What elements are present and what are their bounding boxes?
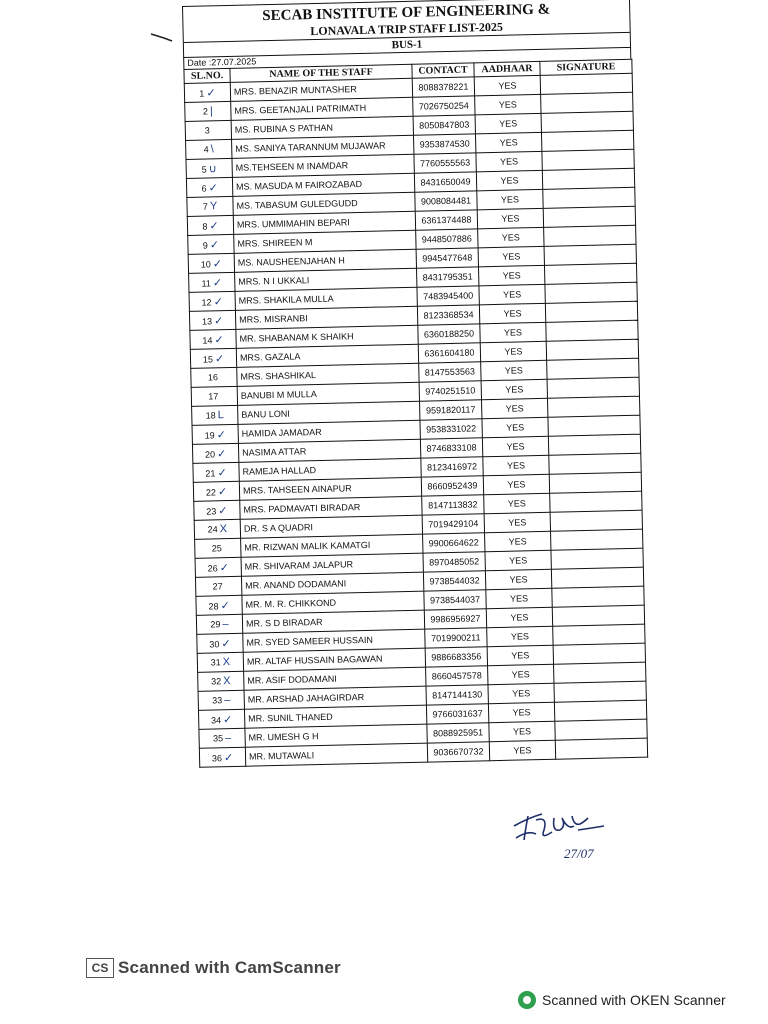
contact-number: 9900664622 bbox=[423, 533, 485, 553]
sl-number: 35 bbox=[212, 733, 224, 744]
aadhaar-status: YES bbox=[487, 626, 553, 646]
signature-date: 27/07 bbox=[564, 846, 594, 861]
attendance-tick-mark: ✓ bbox=[223, 751, 234, 764]
row-sl-number bbox=[189, 310, 235, 330]
sl-number: 20 bbox=[204, 448, 216, 460]
row-sl-number bbox=[196, 614, 242, 634]
signature-cell bbox=[547, 377, 639, 398]
staff-name: MRS. SHAKILA MULLA bbox=[235, 287, 417, 310]
signature-cell bbox=[555, 719, 647, 740]
attendance-tick-mark: ✓ bbox=[219, 561, 229, 574]
signature-cell bbox=[551, 529, 643, 550]
institute-name: SECAB INSTITUTE OF ENGINEERING & bbox=[262, 1, 551, 25]
aadhaar-status: YES bbox=[477, 189, 543, 209]
aadhaar-status: YES bbox=[488, 664, 554, 684]
contact-number: 8746833108 bbox=[420, 438, 482, 458]
sl-number: 34 bbox=[210, 714, 222, 726]
sl-number: 18 bbox=[205, 410, 216, 421]
col-sl-header: SL.NO. bbox=[184, 68, 230, 83]
staff-name: MRS. MISRANBI bbox=[235, 306, 417, 329]
attendance-tick-mark: ✓ bbox=[212, 276, 223, 289]
contact-number: 9738544032 bbox=[423, 571, 485, 591]
camscanner-logo-icon: CS bbox=[86, 958, 114, 978]
signature-cell bbox=[549, 453, 641, 474]
row-sl-number bbox=[196, 595, 242, 615]
row-sl-number bbox=[191, 386, 237, 406]
sl-number: 33 bbox=[212, 695, 223, 706]
staff-name: BANU LONI bbox=[238, 401, 420, 424]
aadhaar-status: YES bbox=[488, 702, 554, 722]
signature-cell bbox=[551, 548, 643, 569]
contact-number: 9538331022 bbox=[420, 419, 482, 439]
row-sl-number bbox=[194, 519, 240, 539]
attendance-tick-mark: ✓ bbox=[212, 257, 223, 270]
attendance-tick-mark: ✓ bbox=[206, 86, 216, 99]
oken-watermark bbox=[518, 991, 726, 1009]
sl-number: 24 bbox=[207, 524, 218, 535]
contact-number: 7483945400 bbox=[417, 286, 479, 306]
signature-cell bbox=[544, 244, 636, 265]
sl-number: 10 bbox=[200, 258, 211, 270]
signature-cell bbox=[543, 187, 635, 208]
attendance-tick-mark: ✓ bbox=[209, 219, 219, 232]
row-sl-number bbox=[198, 671, 244, 691]
attendance-tick-mark: ✓ bbox=[209, 238, 220, 251]
row-sl-number bbox=[188, 234, 234, 254]
signature-cell bbox=[550, 510, 642, 531]
staff-name: MR. SHABANAM K SHAIKH bbox=[236, 325, 418, 348]
attendance-tick-mark: ✓ bbox=[213, 314, 224, 327]
attendance-tick-mark: ✓ bbox=[221, 637, 231, 650]
col-contact-header: CONTACT bbox=[412, 63, 474, 78]
staff-name: BANUBI M MULLA bbox=[237, 382, 419, 405]
signature-cell bbox=[544, 225, 636, 246]
sl-number: 30 bbox=[209, 638, 220, 650]
staff-name: MR. M. R. CHIKKOND bbox=[242, 591, 424, 614]
sl-number: 26 bbox=[207, 562, 218, 574]
aadhaar-status: YES bbox=[482, 398, 548, 418]
signature-cell bbox=[553, 624, 645, 645]
attendance-tick-mark: ✓ bbox=[216, 428, 226, 441]
signature-cell bbox=[547, 396, 639, 417]
row-sl-number bbox=[187, 215, 233, 235]
col-name-header: NAME OF THE STAFF bbox=[230, 64, 412, 82]
attendance-tick-mark: | bbox=[209, 105, 213, 118]
contact-number: 9766031637 bbox=[426, 704, 488, 724]
staff-name: MR. S D BIRADAR bbox=[242, 610, 424, 633]
staff-name: MR. MUTAWALI bbox=[245, 743, 427, 766]
aadhaar-status: YES bbox=[486, 607, 552, 627]
row-sl-number bbox=[198, 709, 244, 729]
attendance-tick-mark: ✓ bbox=[213, 295, 223, 308]
aadhaar-status: YES bbox=[480, 341, 546, 361]
contact-number: 9591820117 bbox=[420, 400, 482, 420]
signature-cell bbox=[546, 339, 638, 360]
row-sl-number bbox=[186, 158, 232, 178]
staff-name: MR. SUNIL THANED bbox=[244, 705, 426, 728]
sl-number: 13 bbox=[201, 315, 213, 327]
oken-text: Scanned with OKEN Scanner bbox=[542, 992, 726, 1008]
staff-name: MS.TEHSEEN M INAMDAR bbox=[232, 154, 414, 177]
aadhaar-status: YES bbox=[485, 550, 551, 570]
sl-number: 16 bbox=[207, 372, 219, 383]
sl-number: 14 bbox=[202, 334, 213, 346]
row-sl-number bbox=[185, 101, 231, 121]
attendance-tick-mark: \ bbox=[210, 143, 214, 156]
signature-cell bbox=[554, 700, 646, 721]
staff-name: MR. UMESH G H bbox=[245, 724, 427, 747]
bus-label: BUS-1 bbox=[184, 32, 630, 57]
staff-name: MS. MASUDA M FAIROZABAD bbox=[232, 173, 414, 196]
contact-number: 6360188250 bbox=[418, 324, 480, 344]
staff-name: MS. SANIYA TARANNUM MUJAWAR bbox=[232, 135, 414, 158]
sl-number: 9 bbox=[202, 239, 208, 251]
staff-name: MS. TABASUM GULEDGUDD bbox=[233, 192, 415, 215]
contact-number: 6361374488 bbox=[415, 210, 477, 230]
row-sl-number bbox=[189, 272, 235, 292]
aadhaar-status: YES bbox=[482, 417, 548, 437]
sl-number: 11 bbox=[201, 277, 211, 289]
staff-name: MR. ALTAF HUSSAIN BAGAWAN bbox=[243, 648, 425, 671]
contact-number: 8431650049 bbox=[414, 172, 476, 192]
signature-cell bbox=[541, 130, 633, 151]
aadhaar-status: YES bbox=[475, 113, 541, 133]
stray-pen-mark bbox=[150, 32, 174, 42]
row-sl-number bbox=[197, 633, 243, 653]
aadhaar-status: YES bbox=[488, 683, 554, 703]
staff-name: MR. RIZWAN MALIK KAMATGI bbox=[241, 534, 423, 557]
row-sl-number bbox=[195, 557, 241, 577]
oken-logo-icon bbox=[518, 991, 536, 1009]
contact-number: 8088378221 bbox=[412, 77, 474, 97]
signature-cell bbox=[541, 111, 633, 132]
attendance-tick-mark: Y bbox=[209, 200, 218, 213]
contact-number: 8147553563 bbox=[419, 362, 481, 382]
staff-name: MRS. GAZALA bbox=[236, 344, 418, 367]
signature-cell bbox=[552, 605, 644, 626]
aadhaar-status: YES bbox=[474, 75, 540, 95]
aadhaar-status: YES bbox=[484, 512, 550, 532]
row-sl-number bbox=[186, 139, 232, 159]
table-body bbox=[184, 73, 647, 767]
aadhaar-status: YES bbox=[480, 322, 546, 342]
staff-name: MRS. SHIREEN M bbox=[234, 230, 416, 253]
list-title: LONAVALA TRIP STAFF LIST-2025 bbox=[310, 19, 504, 39]
attendance-tick-mark: – bbox=[222, 618, 229, 631]
row-sl-number bbox=[191, 367, 237, 387]
contact-number: 9448507886 bbox=[416, 229, 478, 249]
contact-number: 8123368534 bbox=[417, 305, 479, 325]
signature-cell bbox=[548, 434, 640, 455]
sl-number: 6 bbox=[201, 182, 207, 194]
aadhaar-status: YES bbox=[478, 246, 544, 266]
signature-cell bbox=[542, 149, 634, 170]
sl-number: 32 bbox=[211, 676, 222, 687]
aadhaar-status: YES bbox=[486, 588, 552, 608]
contact-number: 8660952439 bbox=[421, 476, 483, 496]
contact-number: 9986956927 bbox=[424, 609, 486, 629]
sl-number: 19 bbox=[204, 429, 215, 441]
signature-cell bbox=[555, 738, 647, 759]
row-sl-number bbox=[199, 747, 245, 767]
attendance-tick-mark: ✓ bbox=[216, 447, 227, 460]
contact-number: 9738544037 bbox=[424, 590, 486, 610]
attendance-tick-mark: ✓ bbox=[214, 352, 225, 365]
aadhaar-status: YES bbox=[479, 303, 545, 323]
attendance-tick-mark: X bbox=[223, 675, 231, 688]
signature-cell bbox=[543, 206, 635, 227]
signature-cell bbox=[548, 415, 640, 436]
attendance-tick-mark: ✓ bbox=[217, 466, 227, 479]
staff-name: MRS. SHASHIKAL bbox=[237, 363, 419, 386]
sl-number: 1 bbox=[199, 88, 205, 99]
staff-name: RAMEJA HALLAD bbox=[239, 458, 421, 481]
staff-name: MRS. GEETANJALI PATRIMATH bbox=[231, 97, 413, 120]
aadhaar-status: YES bbox=[489, 721, 555, 741]
row-sl-number bbox=[193, 462, 239, 482]
staff-name: MRS. PADMAVATI BIRADAR bbox=[240, 496, 422, 519]
sl-number: 31 bbox=[210, 657, 221, 668]
aadhaar-status: YES bbox=[489, 740, 555, 760]
contact-number: 8147144130 bbox=[426, 685, 488, 705]
attendance-tick-mark: X bbox=[222, 656, 231, 669]
signature-cell bbox=[541, 92, 633, 113]
aadhaar-status: YES bbox=[483, 474, 549, 494]
signature-cell bbox=[540, 73, 632, 94]
signature-cell bbox=[551, 567, 643, 588]
sl-number: 8 bbox=[202, 220, 208, 232]
attendance-tick-mark: X bbox=[219, 523, 228, 536]
camscanner-text: Scanned with CamScanner bbox=[118, 958, 341, 977]
sl-number: 3 bbox=[204, 125, 210, 136]
sl-number: 22 bbox=[205, 486, 217, 498]
attendance-tick-mark: ∪ bbox=[208, 162, 217, 175]
signature-cell bbox=[547, 358, 639, 379]
attendance-tick-mark: L bbox=[217, 409, 224, 422]
aadhaar-status: YES bbox=[485, 531, 551, 551]
aadhaar-status: YES bbox=[482, 436, 548, 456]
list-date: Date :27.07.2025 bbox=[183, 47, 631, 69]
row-sl-number bbox=[195, 538, 241, 558]
contact-number: 8431795351 bbox=[417, 267, 479, 287]
sl-number: 25 bbox=[211, 543, 222, 554]
contact-number: 9008084481 bbox=[415, 191, 477, 211]
sl-number: 27 bbox=[212, 581, 223, 592]
sl-number: 23 bbox=[206, 505, 217, 517]
signature-cell bbox=[550, 491, 642, 512]
camscanner-watermark bbox=[86, 958, 341, 978]
attendance-tick-mark: ✓ bbox=[218, 504, 228, 517]
aadhaar-status: YES bbox=[487, 645, 553, 665]
row-sl-number bbox=[190, 329, 236, 349]
aadhaar-status: YES bbox=[476, 170, 542, 190]
sl-number: 5 bbox=[201, 163, 207, 175]
row-sl-number bbox=[192, 424, 238, 444]
attendance-tick-mark: ✓ bbox=[217, 485, 228, 498]
sl-number: 15 bbox=[202, 353, 214, 365]
aadhaar-status: YES bbox=[478, 227, 544, 247]
row-sl-number bbox=[188, 253, 234, 273]
staff-name: MS. NAUSHEENJAHAN H bbox=[234, 249, 416, 272]
signature-cell bbox=[554, 681, 646, 702]
signature-cell bbox=[546, 320, 638, 341]
attendance-tick-mark: ✓ bbox=[214, 333, 224, 346]
aadhaar-status: YES bbox=[484, 493, 550, 513]
attendance-tick-mark: – bbox=[224, 694, 231, 707]
row-sl-number bbox=[185, 120, 231, 140]
row-sl-number bbox=[190, 348, 236, 368]
signature-cell bbox=[545, 301, 637, 322]
staff-list-sheet bbox=[182, 0, 647, 768]
staff-name: MR. ANAND DODAMANI bbox=[241, 572, 423, 595]
contact-number: 8147113832 bbox=[422, 495, 484, 515]
row-sl-number bbox=[192, 405, 238, 425]
row-sl-number bbox=[198, 690, 244, 710]
row-sl-number bbox=[199, 728, 245, 748]
signature-cell bbox=[554, 662, 646, 683]
contact-number: 7026750254 bbox=[413, 96, 475, 116]
sl-number: 2 bbox=[202, 106, 209, 117]
aadhaar-status: YES bbox=[478, 265, 544, 285]
sl-number: 29 bbox=[210, 619, 221, 630]
row-sl-number bbox=[195, 576, 241, 596]
sl-number: 17 bbox=[208, 391, 219, 402]
signature-cell bbox=[552, 586, 644, 607]
staff-name: MS. RUBINA S PATHAN bbox=[231, 116, 413, 139]
row-sl-number bbox=[187, 196, 233, 216]
aadhaar-status: YES bbox=[475, 132, 541, 152]
signature-cell bbox=[542, 168, 634, 189]
signature-cell bbox=[545, 282, 637, 303]
row-sl-number bbox=[184, 82, 230, 102]
attendance-tick-mark: ✓ bbox=[220, 599, 230, 612]
contact-number: 9036670732 bbox=[427, 742, 489, 762]
row-sl-number bbox=[193, 481, 239, 501]
contact-number: 9353874530 bbox=[413, 134, 475, 154]
contact-number: 9886683356 bbox=[425, 647, 487, 667]
contact-number: 6361604180 bbox=[418, 343, 480, 363]
sl-number: 12 bbox=[201, 296, 212, 308]
sl-number: 7 bbox=[202, 201, 208, 212]
staff-table bbox=[183, 59, 648, 768]
sl-number: 4 bbox=[203, 144, 209, 155]
row-sl-number bbox=[189, 291, 235, 311]
aadhaar-status: YES bbox=[477, 208, 543, 228]
aadhaar-status: YES bbox=[483, 455, 549, 475]
staff-name: HAMIDA JAMADAR bbox=[238, 420, 420, 443]
contact-number: 9945477648 bbox=[416, 248, 478, 268]
aadhaar-status: YES bbox=[485, 569, 551, 589]
aadhaar-status: YES bbox=[481, 379, 547, 399]
handwritten-signature bbox=[508, 796, 618, 866]
aadhaar-status: YES bbox=[481, 360, 547, 380]
attendance-tick-mark: – bbox=[224, 732, 232, 745]
aadhaar-status: YES bbox=[476, 151, 542, 171]
staff-name: MR. ASIF DODAMANI bbox=[244, 667, 426, 690]
signature-cell bbox=[544, 263, 636, 284]
staff-name: DR. S A QUADRI bbox=[240, 515, 422, 538]
contact-number: 8660457578 bbox=[426, 666, 488, 686]
signature-cell bbox=[549, 472, 641, 493]
staff-name: MRS. UMMIMAHIN BEPARI bbox=[233, 211, 415, 234]
sl-number: 36 bbox=[211, 752, 223, 764]
contact-number: 8123416972 bbox=[421, 457, 483, 477]
sl-number: 28 bbox=[208, 600, 219, 612]
attendance-tick-mark: ✓ bbox=[222, 713, 233, 726]
staff-name: NASIMA ATTAR bbox=[238, 439, 420, 462]
staff-name: MR. SHIVARAM JALAPUR bbox=[241, 553, 423, 576]
aadhaar-status: YES bbox=[475, 94, 541, 114]
contact-number: 7760555563 bbox=[414, 153, 476, 173]
signature-cell bbox=[553, 643, 645, 664]
row-sl-number bbox=[194, 500, 240, 520]
staff-name: MR. SYED SAMEER HUSSAIN bbox=[243, 629, 425, 652]
row-sl-number bbox=[192, 443, 238, 463]
contact-number: 7019900211 bbox=[425, 628, 487, 648]
staff-name: MRS. TAHSEEN AINAPUR bbox=[239, 477, 421, 500]
staff-name: MRS. BENAZIR MUNTASHER bbox=[230, 78, 412, 101]
contact-number: 8050847803 bbox=[413, 115, 475, 135]
contact-number: 8088925951 bbox=[427, 723, 489, 743]
staff-name: MRS. N I UKKALI bbox=[235, 268, 417, 291]
contact-number: 8970485052 bbox=[423, 552, 485, 572]
attendance-tick-mark: ✓ bbox=[208, 181, 218, 194]
col-signature-header: SIGNATURE bbox=[540, 59, 632, 75]
contact-number: 9740251510 bbox=[419, 381, 481, 401]
aadhaar-status: YES bbox=[479, 284, 545, 304]
sl-number: 21 bbox=[205, 467, 216, 479]
row-sl-number bbox=[197, 652, 243, 672]
contact-number: 7019429104 bbox=[422, 514, 484, 534]
col-aadhaar-header: AADHAAR bbox=[474, 61, 540, 76]
staff-name: MR. ARSHAD JAHAGIRDAR bbox=[244, 686, 426, 709]
row-sl-number bbox=[186, 177, 232, 197]
